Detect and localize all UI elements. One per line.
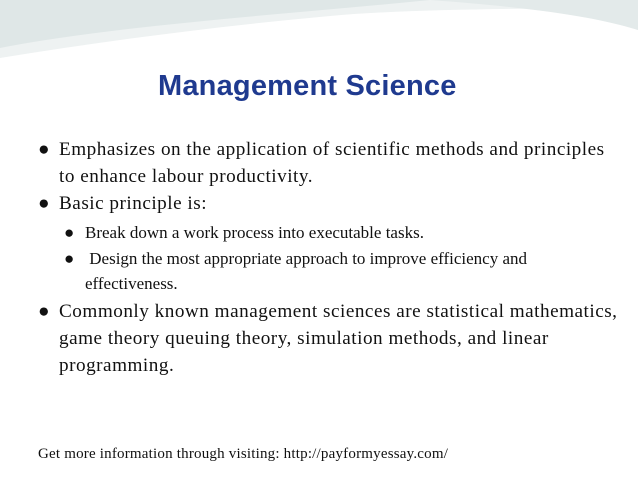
bullet-text: Emphasizes on the application of scientific methods and principles to enhance labour productivity. xyxy=(59,139,605,187)
bullet-marker: ● xyxy=(38,139,51,160)
header-swoosh-decoration xyxy=(0,0,638,70)
bullet-marker: ● xyxy=(64,249,75,268)
bullet-text: Break down a work process into executable tasks. xyxy=(85,223,424,242)
footer-text: Get more information through visiting: http://payformyessay.com/ xyxy=(38,446,449,462)
bullet-item xyxy=(38,136,618,190)
bullet-marker: ● xyxy=(38,193,51,214)
sub-bullet-item xyxy=(64,220,604,245)
sub-bullet-item xyxy=(64,246,604,296)
slide-title: Management Science xyxy=(158,70,457,102)
bullet-text: Commonly known management sciences are statistical mathematics, game theory queuing theory, simulation methods, and linear programming. xyxy=(59,301,618,376)
bullet-marker: ● xyxy=(38,301,51,322)
bullet-text: Design the most appropriate approach to improve efficiency and effectiveness. xyxy=(85,249,532,293)
bullet-marker: ● xyxy=(64,223,75,242)
bullet-item xyxy=(38,298,618,379)
bullet-item xyxy=(38,190,618,217)
bullet-text: Basic principle is: xyxy=(59,193,208,214)
